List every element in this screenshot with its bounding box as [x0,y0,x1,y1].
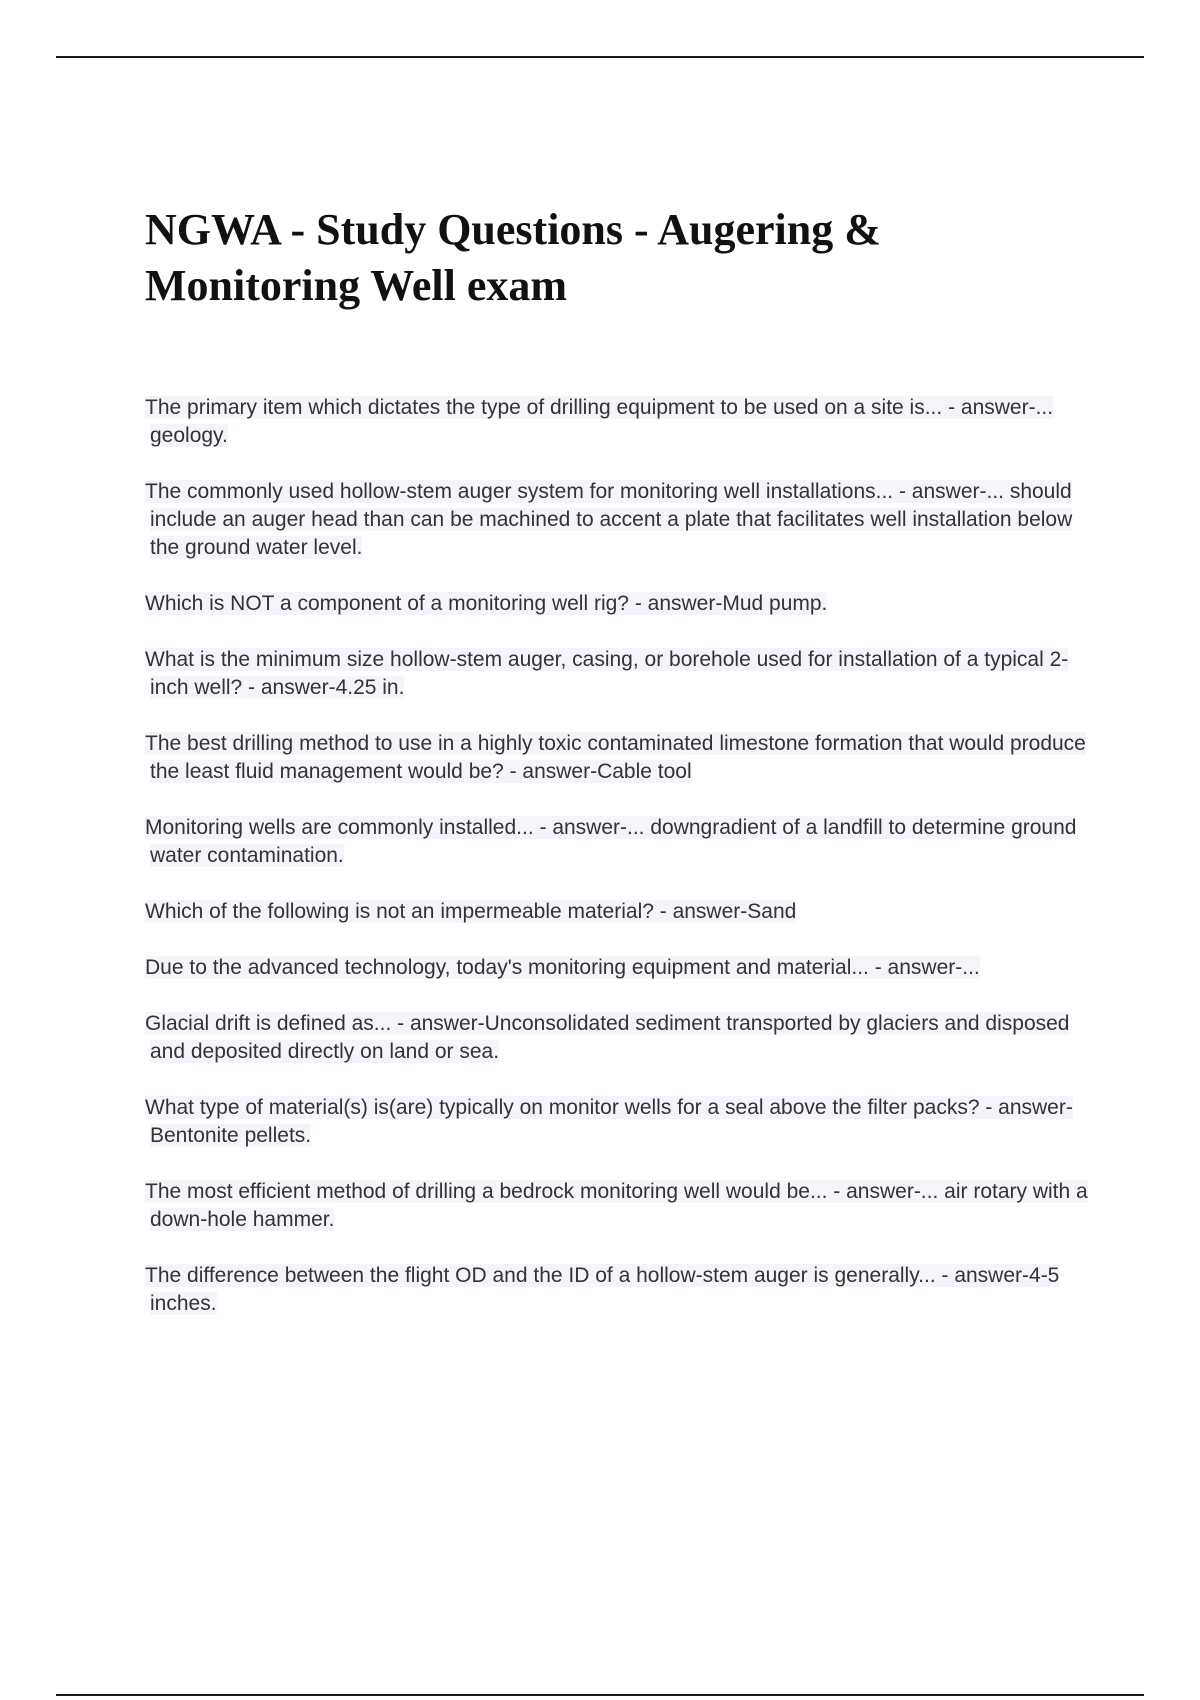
qa-item [145,478,1095,562]
question-answer-list [145,394,1095,1346]
qa-item [145,394,1095,450]
qa-text: Which of the following is not an impermeable material? - answer-Sand [145,900,797,923]
qa-item [145,814,1095,870]
qa-text: Monitoring wells are commonly installed... - answer-... downgradient of a landfill to determine ground water contamination. [145,816,1077,867]
top-divider [56,56,1144,58]
qa-item [145,730,1095,786]
qa-item [145,590,1095,618]
qa-item [145,1010,1095,1066]
qa-item [145,646,1095,702]
qa-text: Which is NOT a component of a monitoring well rig? - answer-Mud pump. [145,592,828,615]
qa-text: Glacial drift is defined as... - answer-Unconsolidated sediment transported by glaciers and disposed and deposited directly on land or sea. [145,1012,1070,1063]
qa-item [145,898,1095,926]
qa-text: The commonly used hollow-stem auger system for monitoring well installations... - answer-... should include an auger head than can be machined to accent a plate that facilitates well installation below the ground water level. [145,480,1073,559]
qa-item [145,954,1095,982]
qa-text: The primary item which dictates the type of drilling equipment to be used on a site is... - answer-... geology. [145,396,1054,447]
bottom-divider [56,1694,1144,1696]
qa-text: Due to the advanced technology, today's monitoring equipment and material... - answer-... [145,956,980,979]
qa-item [145,1094,1095,1150]
qa-item [145,1178,1095,1234]
qa-text: The best drilling method to use in a highly toxic contaminated limestone formation that would produce the least fluid management would be? - answer-Cable tool [145,732,1086,783]
qa-text: What is the minimum size hollow-stem auger, casing, or borehole used for installation of a typical 2-inch well? - answer-4.25 in. [145,648,1069,699]
page-title: NGWA - Study Questions - Augering & Monitoring Well exam [145,205,881,310]
qa-text: The most efficient method of drilling a bedrock monitoring well would be... - answer-... air rotary with a down-hole hammer. [145,1180,1088,1231]
qa-text: The difference between the flight OD and the ID of a hollow-stem auger is generally... - answer-4-5 inches. [145,1264,1060,1315]
qa-item [145,1262,1095,1318]
qa-text: What type of material(s) is(are) typically on monitor wells for a seal above the filter packs? - answer-Bentonite pellets. [145,1096,1073,1147]
